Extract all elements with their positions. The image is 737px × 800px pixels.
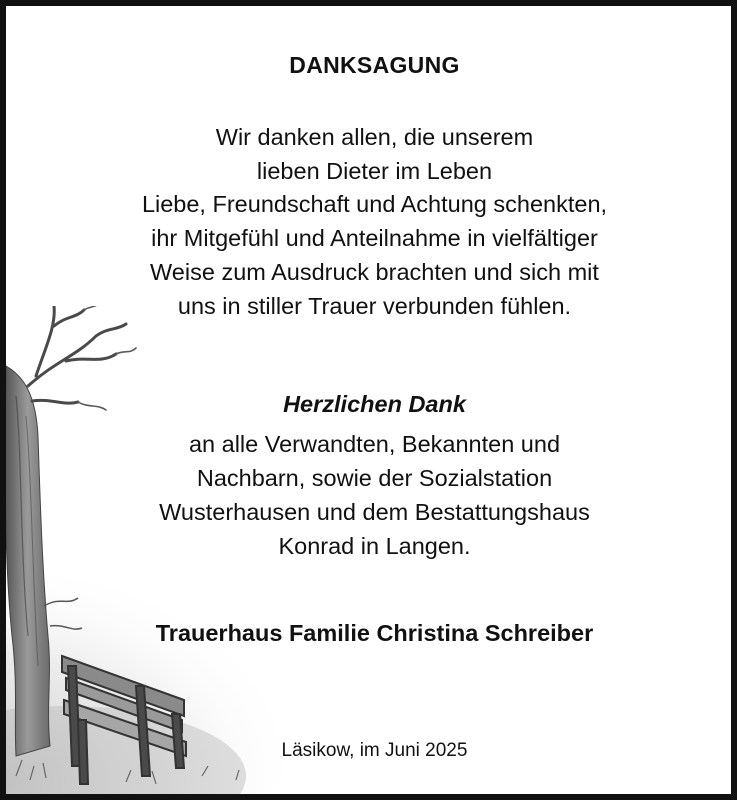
place-and-date: Läsikow, im Juni 2025	[281, 740, 468, 761]
paragraph-line: Wir danken allen, die unserem	[215, 124, 534, 150]
paragraph-line: Konrad in Langen.	[278, 533, 471, 559]
thanks-heading: Herzlichen Dank	[283, 391, 466, 417]
paragraph-line: Wusterhausen und dem Bestattungshaus	[159, 499, 590, 525]
paragraph-line: Liebe, Freundschaft und Achtung schenkten,	[141, 191, 608, 218]
paragraph-line: lieben Dieter im Leben	[256, 157, 493, 184]
gratitude-paragraph	[6, 121, 737, 323]
paragraph-line: Weise zum Ausdruck brachten und sich mit	[150, 258, 599, 285]
paragraph-line: uns in stiller Trauer verbunden fühlen.	[177, 292, 572, 319]
acknowledgement-paragraph	[6, 427, 737, 563]
notice-title: DANKSAGUNG	[289, 52, 460, 78]
paragraph-line: ihr Mitgefühl und Anteilnahme in vielfältiger	[151, 225, 598, 252]
paragraph-line: Nachbarn, sowie der Sozialstation	[196, 465, 553, 491]
paragraph-line: an alle Verwandten, Bekannten und	[188, 431, 561, 457]
family-signature: Trauerhaus Familie Christina Schreiber	[155, 620, 594, 646]
